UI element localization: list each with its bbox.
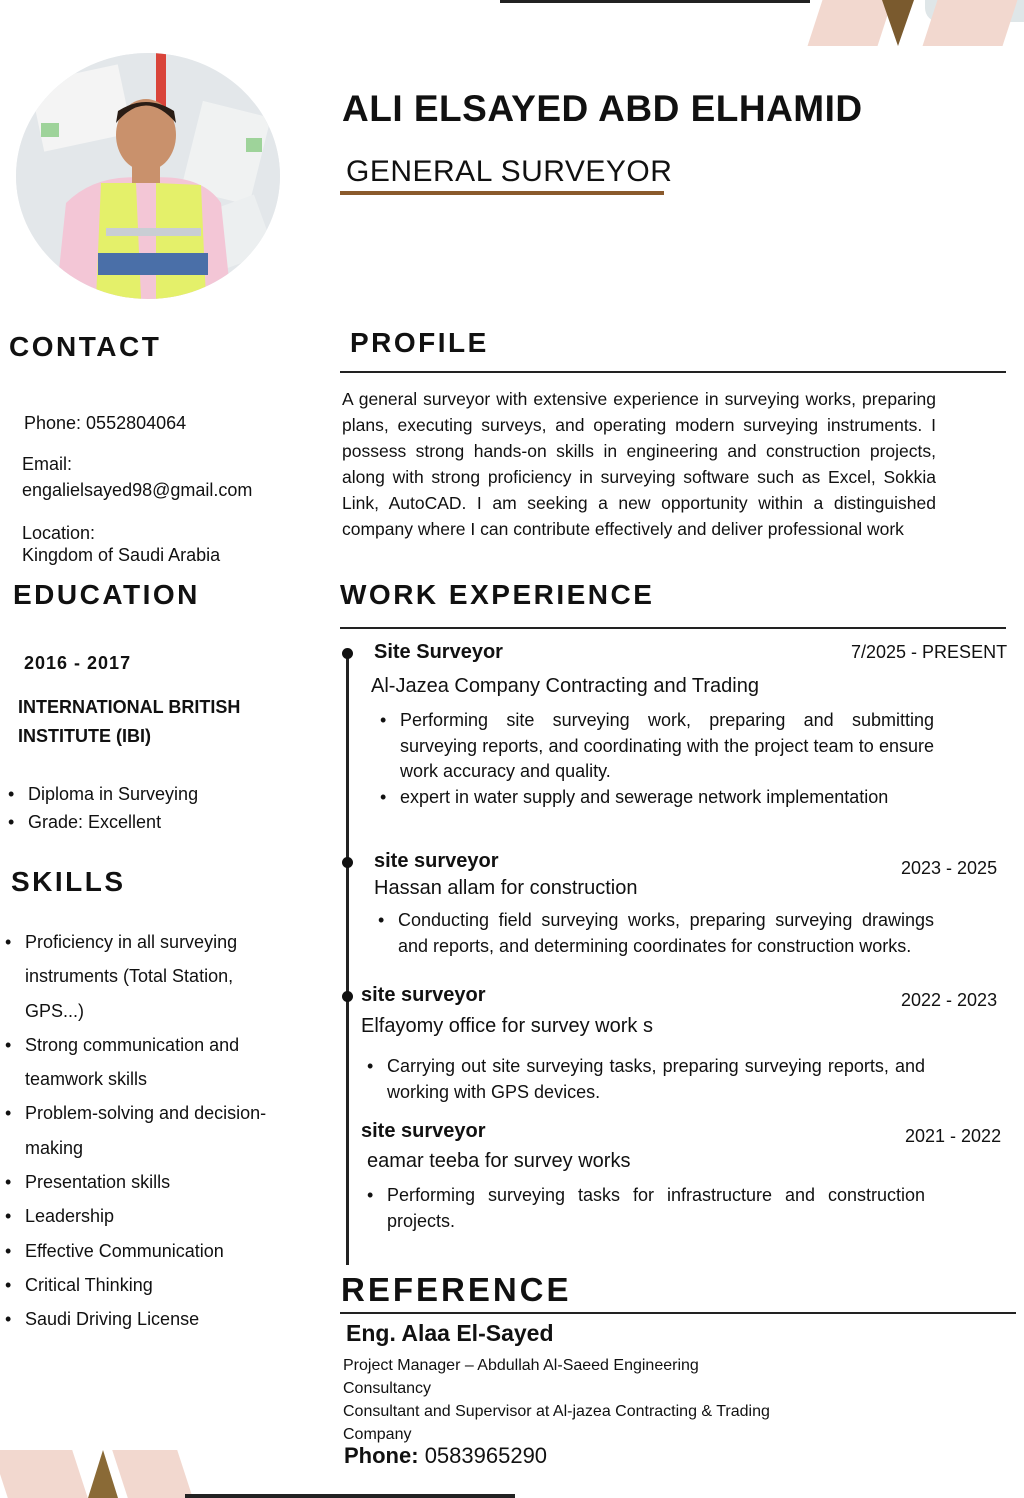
reference-phone-number[interactable]: 0583965290 xyxy=(424,1443,548,1468)
reference-heading: REFERENCE xyxy=(341,1271,572,1308)
timeline-dot xyxy=(342,991,353,1002)
skills-heading: SKILLS xyxy=(11,866,126,897)
timeline-dot xyxy=(342,857,353,868)
profile-summary: A general surveyor with extensive experience in surveying works, preparing plans, executing surveys, and operating modern surveying instruments. I possess strong hands-on skills in engineering and construction projects, along with strong proficiency in surveying software such as Excel, Sokkia Link, AutoCAD. I am seeking a new opportunity within a distinguished company where I can contribute effectively and deliver professional work xyxy=(342,389,936,539)
job-position: site surveyor xyxy=(374,850,499,872)
reference-line: Company xyxy=(343,1426,412,1443)
list-item: • Diploma in Surveying xyxy=(6,780,286,808)
list-item: • Effective Communication xyxy=(3,1234,293,1268)
person-photo-illustration xyxy=(16,53,280,299)
list-item: • Carrying out site surveying tasks, preparing surveying reports, and working with GPS devices. xyxy=(365,1054,925,1105)
job-date: 2022 - 2023 xyxy=(901,990,998,1010)
contact-email[interactable]: engalielsayed98@gmail.com xyxy=(22,480,253,500)
corner-decor-triangle xyxy=(88,1450,118,1498)
reference-name: Eng. Alaa El-Sayed xyxy=(346,1320,554,1346)
job-title: GENERAL SURVEYOR xyxy=(346,155,673,188)
job-position: site surveyor xyxy=(361,984,486,1006)
job-duties xyxy=(365,1183,925,1234)
list-item: • Saudi Driving License xyxy=(3,1302,293,1336)
reference-phone-label: Phone: xyxy=(344,1443,419,1468)
bottom-decor-bar xyxy=(185,1494,515,1498)
list-item: • Critical Thinking xyxy=(3,1268,293,1302)
job-company: Hassan allam for construction xyxy=(374,877,638,899)
list-item: • Grade: Excellent xyxy=(6,808,286,836)
education-details xyxy=(6,780,286,836)
job-duties xyxy=(378,708,934,810)
contact-location: Kingdom of Saudi Arabia xyxy=(22,545,221,565)
contact-heading: CONTACT xyxy=(9,331,162,362)
job-date: 7/2025 - PRESENT xyxy=(851,642,1008,662)
reference-line: Project Manager – Abdullah Al-Saeed Engineering xyxy=(343,1357,699,1374)
contact-email-label: Email: xyxy=(22,454,73,474)
corner-decor-shape xyxy=(112,1450,193,1498)
list-item: • Performing site surveying work, preparing and submitting surveying reports, and coordinating with the project team to ensure work accuracy and quality. xyxy=(378,708,934,785)
education-heading: EDUCATION xyxy=(13,579,200,610)
timeline-dot xyxy=(342,648,353,659)
job-company: eamar teeba for survey works xyxy=(367,1150,631,1172)
list-item: • expert in water supply and sewerage network implementation xyxy=(378,785,934,811)
contact-location-label: Location: xyxy=(22,523,96,543)
work-heading: WORK EXPERIENCE xyxy=(340,579,655,610)
reference-line: Consultant and Supervisor at Al-jazea Contracting & Trading xyxy=(343,1403,770,1420)
job-company: Al-Jazea Company Contracting and Trading xyxy=(371,675,759,697)
job-company: Elfayomy office for survey work s xyxy=(361,1015,653,1037)
job-date: 2023 - 2025 xyxy=(901,858,998,878)
education-institute-line1: INTERNATIONAL BRITISH xyxy=(18,697,241,717)
job-position: Site Surveyor xyxy=(374,641,503,663)
job-duties xyxy=(376,908,934,959)
candidate-name: ALI ELSAYED ABD ELHAMID xyxy=(342,88,863,129)
list-item: • Performing surveying tasks for infrastructure and construction projects. xyxy=(365,1183,925,1234)
reference-phone xyxy=(344,1443,547,1469)
title-underline xyxy=(340,191,664,195)
list-item: • Presentation skills xyxy=(3,1165,293,1199)
reference-rule xyxy=(340,1312,1016,1314)
corner-decor-shape xyxy=(808,0,893,46)
profile-heading: PROFILE xyxy=(350,327,489,358)
list-item: • Conducting field surveying works, preparing surveying drawings and reports, and determining coordinates for construction works. xyxy=(376,908,934,959)
list-item: • Strong communication and teamwork skills xyxy=(3,1028,293,1097)
profile-photo xyxy=(16,53,280,299)
job-position: site surveyor xyxy=(361,1120,486,1142)
timeline-line xyxy=(346,650,349,1265)
list-item: • Proficiency in all surveying instruments (Total Station, GPS...) xyxy=(3,925,293,1028)
list-item: • Problem-solving and decision-making xyxy=(3,1096,293,1165)
job-duties xyxy=(365,1054,925,1105)
education-years: 2016 - 2017 xyxy=(24,653,132,673)
job-date: 2021 - 2022 xyxy=(905,1126,1002,1146)
top-decor-bar xyxy=(500,0,810,3)
corner-decor-triangle xyxy=(882,0,914,46)
corner-decor-shape xyxy=(923,0,1018,46)
reference-details xyxy=(343,1354,803,1446)
list-item: • Leadership xyxy=(3,1199,293,1233)
contact-phone: Phone: 0552804064 xyxy=(24,413,187,433)
profile-rule xyxy=(340,371,1006,373)
reference-line: Consultancy xyxy=(343,1380,432,1397)
work-rule xyxy=(340,627,1006,629)
skills-list xyxy=(3,925,293,1337)
education-institute-line2: INSTITUTE (IBI) xyxy=(18,726,151,746)
corner-decor-shape xyxy=(0,1450,88,1498)
